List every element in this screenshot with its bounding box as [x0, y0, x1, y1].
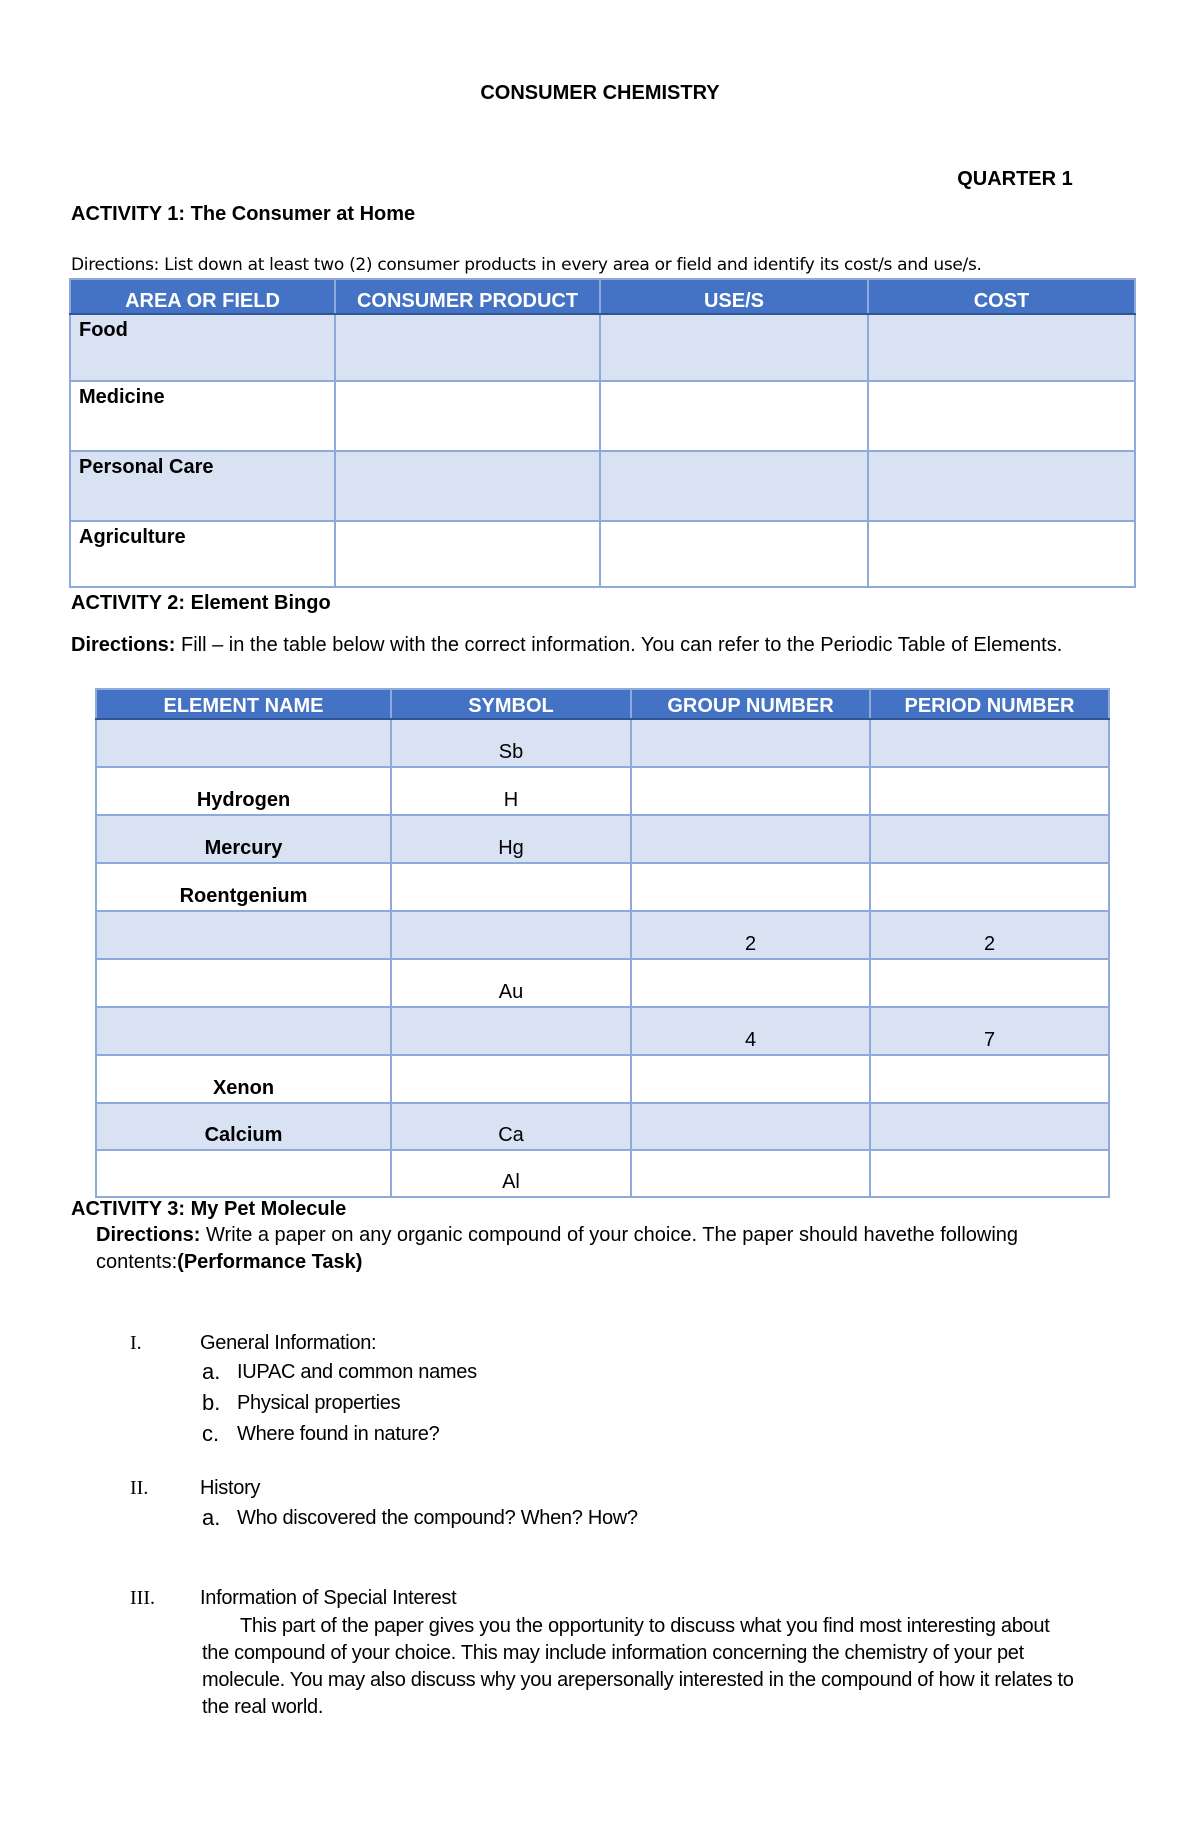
- activity1-directions: Directions: List down at least two (2) consumer products in every area or field and identify its cost/s and use/s.: [71, 255, 982, 275]
- area-cell: Personal Care: [70, 451, 335, 521]
- area-cell: Agriculture: [70, 521, 335, 587]
- paragraph-line: the real world.: [202, 1696, 324, 1718]
- outline-number: II.: [130, 1477, 149, 1499]
- activity2-heading: ACTIVITY 2: Element Bingo: [71, 592, 331, 614]
- group-cell[interactable]: [631, 767, 870, 815]
- outline-heading: General Information:: [200, 1332, 377, 1354]
- outline-heading: History: [200, 1477, 261, 1499]
- outline-letter: b.: [202, 1390, 221, 1415]
- directions-label: Directions:: [96, 1224, 201, 1246]
- table-row: [70, 381, 1135, 451]
- symbol-cell[interactable]: H: [391, 767, 631, 815]
- element-name-cell[interactable]: [96, 1150, 391, 1197]
- product-input-cell[interactable]: [335, 451, 600, 521]
- symbol-cell[interactable]: Sb: [391, 719, 631, 767]
- cost-input-cell[interactable]: [868, 451, 1135, 521]
- element-name-cell[interactable]: Calcium: [96, 1103, 391, 1150]
- quarter-label: QUARTER 1: [957, 168, 1073, 190]
- symbol-cell[interactable]: Al: [391, 1150, 631, 1197]
- symbol-cell[interactable]: Au: [391, 959, 631, 1007]
- cost-input-cell[interactable]: [868, 521, 1135, 587]
- outline-item: Physical properties: [237, 1392, 401, 1414]
- element-name-cell[interactable]: [96, 719, 391, 767]
- cost-input-cell[interactable]: [868, 314, 1135, 381]
- use-input-cell[interactable]: [600, 451, 868, 521]
- group-cell[interactable]: [631, 815, 870, 863]
- activity3-directions: [96, 1221, 1136, 1249]
- symbol-cell[interactable]: Ca: [391, 1103, 631, 1150]
- document-title: CONSUMER CHEMISTRY: [480, 82, 720, 104]
- paragraph-line: molecule. You may also discuss why you arepersonally interested in the compound of how it relates to: [202, 1669, 1074, 1691]
- column-header: ELEMENT NAME: [96, 689, 391, 719]
- outline-letter: c.: [202, 1421, 220, 1446]
- outline-number: I.: [130, 1332, 142, 1354]
- period-cell[interactable]: [870, 863, 1109, 911]
- group-cell[interactable]: [631, 719, 870, 767]
- period-cell[interactable]: 7: [870, 1007, 1109, 1055]
- outline-heading: Information of Special Interest: [200, 1587, 457, 1609]
- activity2-directions: [71, 631, 1071, 659]
- table-row: [96, 767, 1109, 815]
- table-row: [70, 451, 1135, 521]
- period-cell[interactable]: 2: [870, 911, 1109, 959]
- table-row: [96, 959, 1109, 1007]
- product-input-cell[interactable]: [335, 521, 600, 587]
- outline-item: IUPAC and common names: [237, 1361, 477, 1383]
- outline-number: III.: [130, 1587, 155, 1609]
- group-cell[interactable]: [631, 863, 870, 911]
- column-header: GROUP NUMBER: [631, 689, 870, 719]
- group-cell[interactable]: [631, 1150, 870, 1197]
- group-cell[interactable]: [631, 1055, 870, 1103]
- cost-input-cell[interactable]: [868, 381, 1135, 451]
- period-cell[interactable]: [870, 767, 1109, 815]
- table-row: [96, 719, 1109, 767]
- use-input-cell[interactable]: [600, 314, 868, 381]
- group-cell[interactable]: 2: [631, 911, 870, 959]
- column-header: CONSUMER PRODUCT: [335, 279, 600, 314]
- activity3-heading: ACTIVITY 3: My Pet Molecule: [71, 1198, 347, 1220]
- element-bingo-table: [95, 688, 1110, 1198]
- use-input-cell[interactable]: [600, 381, 868, 451]
- element-name-cell[interactable]: Xenon: [96, 1055, 391, 1103]
- paragraph-line: This part of the paper gives you the opportunity to discuss what you find most interesting about: [240, 1615, 1050, 1637]
- area-cell: Food: [70, 314, 335, 381]
- consumer-products-table: [69, 278, 1136, 588]
- element-name-cell[interactable]: [96, 1007, 391, 1055]
- group-cell[interactable]: [631, 1103, 870, 1150]
- column-header: SYMBOL: [391, 689, 631, 719]
- directions-text: Fill – in the table below with the correct information. You can refer to the Periodic Table of Elements.: [175, 634, 1063, 656]
- directions-label: Directions:: [71, 634, 176, 656]
- performance-task-label: (Performance Task): [177, 1251, 363, 1273]
- element-name-cell[interactable]: Mercury: [96, 815, 391, 863]
- symbol-cell[interactable]: [391, 1055, 631, 1103]
- table-row: [96, 911, 1109, 959]
- column-header: COST: [868, 279, 1135, 314]
- element-name-cell[interactable]: [96, 911, 391, 959]
- directions-text: contents:: [96, 1251, 178, 1273]
- period-cell[interactable]: [870, 719, 1109, 767]
- group-cell[interactable]: [631, 959, 870, 1007]
- period-cell[interactable]: [870, 959, 1109, 1007]
- outline-letter: a.: [202, 1359, 221, 1384]
- symbol-cell[interactable]: [391, 1007, 631, 1055]
- outline-item: Who discovered the compound? When? How?: [237, 1507, 638, 1529]
- period-cell[interactable]: [870, 815, 1109, 863]
- period-cell[interactable]: [870, 1055, 1109, 1103]
- period-cell[interactable]: [870, 1150, 1109, 1197]
- table-row: [96, 863, 1109, 911]
- area-cell: Medicine: [70, 381, 335, 451]
- table-row: [96, 1055, 1109, 1103]
- table-row: [96, 1103, 1109, 1150]
- table-row: [96, 1150, 1109, 1197]
- period-cell[interactable]: [870, 1103, 1109, 1150]
- table-row: [96, 815, 1109, 863]
- column-header: USE/S: [600, 279, 868, 314]
- group-cell[interactable]: 4: [631, 1007, 870, 1055]
- directions-text: Write a paper on any organic compound of your choice. The paper should havethe following: [200, 1224, 1019, 1246]
- table-row: [96, 1007, 1109, 1055]
- table-row: [70, 314, 1135, 381]
- outline-item: Where found in nature?: [237, 1423, 440, 1445]
- element-name-cell[interactable]: [96, 959, 391, 1007]
- paragraph-line: the compound of your choice. This may include information concerning the chemistry of your pet: [202, 1642, 1024, 1664]
- column-header: AREA OR FIELD: [70, 279, 335, 314]
- use-input-cell[interactable]: [600, 521, 868, 587]
- element-name-cell[interactable]: Hydrogen: [96, 767, 391, 815]
- symbol-cell[interactable]: [391, 863, 631, 911]
- symbol-cell[interactable]: [391, 911, 631, 959]
- product-input-cell[interactable]: [335, 381, 600, 451]
- element-name-cell[interactable]: Roentgenium: [96, 863, 391, 911]
- activity3-directions-cont: [96, 1248, 362, 1276]
- table-row: [70, 521, 1135, 587]
- activity1-heading: ACTIVITY 1: The Consumer at Home: [71, 203, 416, 225]
- product-input-cell[interactable]: [335, 314, 600, 381]
- column-header: PERIOD NUMBER: [870, 689, 1109, 719]
- symbol-cell[interactable]: Hg: [391, 815, 631, 863]
- outline-letter: a.: [202, 1505, 221, 1530]
